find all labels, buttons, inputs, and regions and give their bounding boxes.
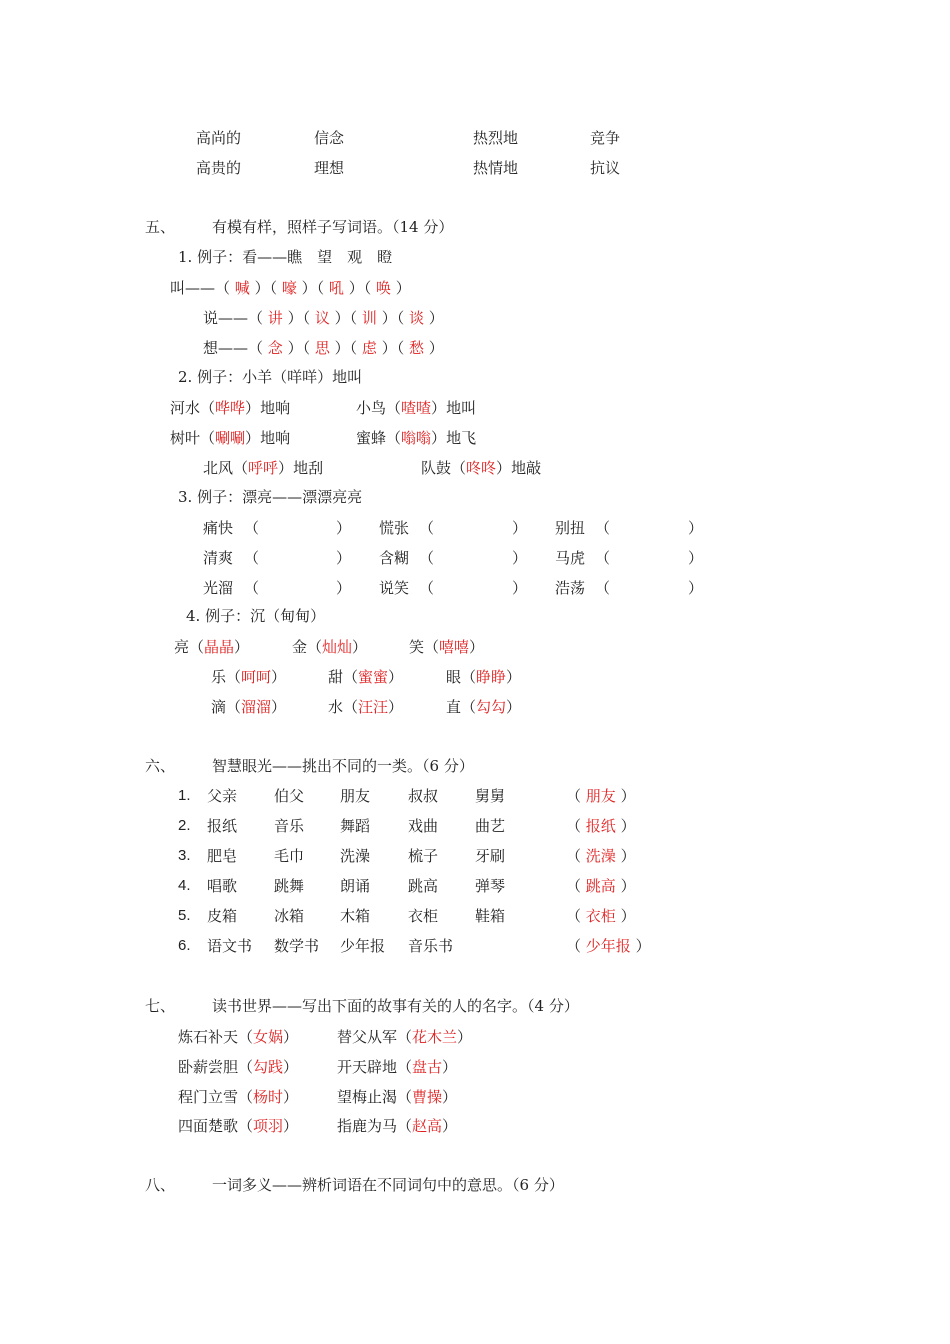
blank-close: ） (688, 549, 704, 567)
blank-close: ） (688, 519, 704, 537)
story-name: 炼石补天 (178, 1028, 239, 1046)
row-head: 叫—— (170, 279, 216, 297)
story-name: 开天辟地 (337, 1058, 398, 1076)
answer: 杨时 (253, 1088, 284, 1106)
item-word: 蜜蜂 (356, 429, 387, 447)
choice-word: 牙刷 (475, 847, 506, 865)
answer: 洗澡 (585, 847, 616, 865)
onomatopoeia-item: 小鸟（喳喳）地叫 (356, 399, 477, 417)
blank-open: （ (595, 519, 611, 537)
choice-word: 舅舅 (475, 787, 506, 805)
example-label: 3. 例子：漂亮——漂漂亮亮 (178, 488, 363, 506)
answer: 晶晶 (204, 638, 235, 656)
item-word: 地叫 (446, 399, 477, 417)
blank-close: ） (336, 549, 352, 567)
item-word: 小鸟 (356, 399, 387, 417)
choice-word: 父亲 (207, 787, 238, 805)
choice-word: 肥皂 (207, 847, 238, 865)
row-number: 1. (178, 787, 191, 804)
reduplication-item: 笑（嘻嘻） (409, 638, 485, 656)
answer: 咚咚 (466, 459, 497, 477)
choice-word: 鞋箱 (475, 907, 506, 925)
answer: 呵呵 (241, 668, 272, 686)
item-word: 地飞 (446, 429, 477, 447)
onomatopoeia-item: 河水（哗哗）地响 (170, 399, 291, 417)
item-word: 北风 (203, 459, 234, 477)
item-word: 金 (292, 638, 308, 656)
answer: 女娲 (253, 1028, 284, 1046)
blank-open: （ (244, 549, 260, 567)
answer: 报纸 (585, 817, 616, 835)
blank-open: （ (419, 579, 435, 597)
reduplication-item: 亮（晶晶） (174, 638, 250, 656)
item-word: 河水 (170, 399, 201, 417)
word-cell: 信念 (314, 129, 345, 147)
choice-word: 衣柜 (408, 907, 439, 925)
choice-word: 叔叔 (408, 787, 439, 805)
answer: 思 (314, 339, 330, 357)
synonym-row: 叫——（ 喊 ）（ 嚎 ）（ 吼 ）（ 唤 ） (170, 279, 411, 297)
answer: 灿灿 (322, 638, 353, 656)
choice-word: 少年报 (340, 937, 386, 955)
story-item: 开天辟地（盘古） (337, 1058, 458, 1076)
row-number: 3. (178, 847, 191, 864)
blank-open: （ (244, 579, 260, 597)
row-number: 2. (178, 817, 191, 834)
answer: 嗡嗡 (401, 429, 432, 447)
story-name: 卧薪尝胆 (178, 1058, 239, 1076)
blank-word: 清爽 (203, 549, 234, 567)
choice-word: 朋友 (340, 787, 371, 805)
item-word: 滴 (211, 698, 227, 716)
blank-close: ） (512, 519, 528, 537)
answer: 吼 (328, 279, 344, 297)
row-number: 6. (178, 937, 191, 954)
story-name: 替父从军 (337, 1028, 398, 1046)
onomatopoeia-item: 队鼓（咚咚）地敲 (421, 459, 542, 477)
blank-close: ） (688, 579, 704, 597)
choice-word: 梳子 (408, 847, 439, 865)
answer: 赵高 (412, 1117, 443, 1135)
blank-word: 马虎 (555, 549, 586, 567)
word-cell: 热烈地 (473, 129, 519, 147)
story-name: 指鹿为马 (337, 1117, 398, 1135)
choice-word: 毛巾 (274, 847, 305, 865)
answer: 盘古 (412, 1058, 443, 1076)
blank-open: （ (419, 549, 435, 567)
answer: 少年报 (585, 937, 631, 955)
choice-word: 音乐书 (408, 937, 454, 955)
section-number: 六、 (145, 757, 176, 775)
reduplication-item: 甜（蜜蜜） (328, 668, 404, 686)
answer: 喊 (234, 279, 250, 297)
word-cell: 高贵的 (196, 159, 242, 177)
blank-close: ） (512, 579, 528, 597)
word-cell: 高尚的 (196, 129, 242, 147)
row-number: 5. (178, 907, 191, 924)
choice-word: 唱歌 (207, 877, 238, 895)
item-word: 笑 (409, 638, 425, 656)
choice-word: 曲艺 (475, 817, 506, 835)
blank-close: ） (336, 579, 352, 597)
answer: 溜溜 (241, 698, 272, 716)
blank-open: （ (419, 519, 435, 537)
story-name: 程门立雪 (178, 1088, 239, 1106)
story-item: 程门立雪（杨时） (178, 1088, 299, 1106)
item-word: 树叶 (170, 429, 201, 447)
reduplication-item: 金（灿灿） (292, 638, 368, 656)
answer: 哗哗 (215, 399, 246, 417)
story-name: 望梅止渴 (337, 1088, 398, 1106)
answer: 愁 (408, 339, 424, 357)
choice-word: 朗诵 (340, 877, 371, 895)
item-word: 亮 (174, 638, 190, 656)
blank-word: 含糊 (379, 549, 410, 567)
row-head: 想—— (203, 339, 249, 357)
answer: 勾践 (253, 1058, 284, 1076)
reduplication-item: 直（勾勾） (446, 698, 522, 716)
answer-bracket: （ 朋友 ） (566, 787, 636, 805)
blank-word: 说笑 (379, 579, 410, 597)
answer-bracket: （ 报纸 ） (566, 817, 636, 835)
row-number: 4. (178, 877, 191, 894)
answer: 唰唰 (215, 429, 246, 447)
answer: 睁睁 (476, 668, 507, 686)
section-title: 有模有样，照样子写词语。（14 分） (212, 218, 454, 236)
answer: 议 (314, 309, 330, 327)
reduplication-item: 滴（溜溜） (211, 698, 287, 716)
item-word: 地敲 (511, 459, 542, 477)
answer: 呼呼 (248, 459, 279, 477)
answer: 嚎 (281, 279, 297, 297)
blank-word: 慌张 (379, 519, 410, 537)
word-cell: 理想 (314, 159, 345, 177)
answer: 喳喳 (401, 399, 432, 417)
answer: 衣柜 (585, 907, 616, 925)
answer: 项羽 (253, 1117, 284, 1135)
blank-word: 光溜 (203, 579, 234, 597)
answer: 唤 (375, 279, 391, 297)
blank-word: 痛快 (203, 519, 234, 537)
example-label: 1. 例子：看——瞧 望 观 瞪 (178, 248, 393, 266)
answer: 念 (267, 339, 283, 357)
story-item: 四面楚歌（项羽） (178, 1117, 299, 1135)
answer-bracket: （ 衣柜 ） (566, 907, 636, 925)
story-name: 四面楚歌 (178, 1117, 239, 1135)
section-title: 读书世界——写出下面的故事有关的人的名字。（4 分） (212, 997, 579, 1015)
item-word: 地响 (260, 399, 291, 417)
answer: 讲 (267, 309, 283, 327)
answer: 花木兰 (412, 1028, 458, 1046)
choice-word: 数学书 (274, 937, 320, 955)
answer: 朋友 (585, 787, 616, 805)
choice-word: 洗澡 (340, 847, 371, 865)
choice-word: 音乐 (274, 817, 305, 835)
choice-word: 舞蹈 (340, 817, 371, 835)
choice-word: 弹琴 (475, 877, 506, 895)
item-word: 乐 (211, 668, 227, 686)
answer: 嘻嘻 (439, 638, 470, 656)
row-head: 说—— (203, 309, 249, 327)
item-word: 地响 (260, 429, 291, 447)
section-number: 八、 (145, 1176, 176, 1194)
answer: 曹操 (412, 1088, 443, 1106)
item-word: 直 (446, 698, 462, 716)
story-item: 替父从军（花木兰） (337, 1028, 473, 1046)
word-cell: 竞争 (590, 129, 621, 147)
example-label: 2. 例子：小羊（咩咩）地叫 (178, 368, 363, 386)
choice-word: 报纸 (207, 817, 238, 835)
item-word: 甜 (328, 668, 344, 686)
example-label: 4. 例子：沉（甸甸） (186, 607, 326, 625)
choice-word: 跳高 (408, 877, 439, 895)
reduplication-item: 水（汪汪） (328, 698, 404, 716)
section-number: 七、 (145, 997, 176, 1015)
answer: 跳高 (585, 877, 616, 895)
blank-word: 别扭 (555, 519, 586, 537)
blank-open: （ (244, 519, 260, 537)
section-title: 一词多义——辨析词语在不同词句中的意思。（6 分） (212, 1176, 564, 1194)
word-cell: 热情地 (473, 159, 519, 177)
choice-word: 戏曲 (408, 817, 439, 835)
answer-bracket: （ 少年报 ） (566, 937, 651, 955)
reduplication-item: 乐（呵呵） (211, 668, 287, 686)
choice-word: 伯父 (274, 787, 305, 805)
word-cell: 抗议 (590, 159, 621, 177)
story-item: 炼石补天（女娲） (178, 1028, 299, 1046)
blank-close: ） (336, 519, 352, 537)
item-word: 地刮 (293, 459, 324, 477)
choice-word: 语文书 (207, 937, 253, 955)
item-word: 眼 (446, 668, 462, 686)
story-item: 指鹿为马（赵高） (337, 1117, 458, 1135)
reduplication-item: 眼（睁睁） (446, 668, 522, 686)
onomatopoeia-item: 蜜蜂（嗡嗡）地飞 (356, 429, 477, 447)
choice-word: 跳舞 (274, 877, 305, 895)
onomatopoeia-item: 北风（呼呼）地刮 (203, 459, 324, 477)
answer: 勾勾 (476, 698, 507, 716)
section-number: 五、 (145, 218, 176, 236)
item-word: 水 (328, 698, 344, 716)
answer: 虑 (361, 339, 377, 357)
answer: 谈 (408, 309, 424, 327)
section-title: 智慧眼光——挑出不同的一类。（6 分） (212, 757, 474, 775)
story-item: 卧薪尝胆（勾践） (178, 1058, 299, 1076)
choice-word: 冰箱 (274, 907, 305, 925)
synonym-row: 想——（ 念 ）（ 思 ）（ 虑 ）（ 愁 ） (203, 339, 444, 357)
answer: 蜜蜜 (358, 668, 389, 686)
choice-word: 木箱 (340, 907, 371, 925)
answer-bracket: （ 洗澡 ） (566, 847, 636, 865)
choice-word: 皮箱 (207, 907, 238, 925)
answer: 训 (361, 309, 377, 327)
blank-close: ） (512, 549, 528, 567)
onomatopoeia-item: 树叶（唰唰）地响 (170, 429, 291, 447)
synonym-row: 说——（ 讲 ）（ 议 ）（ 训 ）（ 谈 ） (203, 309, 444, 327)
answer: 汪汪 (358, 698, 389, 716)
item-word: 队鼓 (421, 459, 452, 477)
blank-open: （ (595, 579, 611, 597)
story-item: 望梅止渴（曹操） (337, 1088, 458, 1106)
blank-open: （ (595, 549, 611, 567)
answer-bracket: （ 跳高 ） (566, 877, 636, 895)
blank-word: 浩荡 (555, 579, 586, 597)
